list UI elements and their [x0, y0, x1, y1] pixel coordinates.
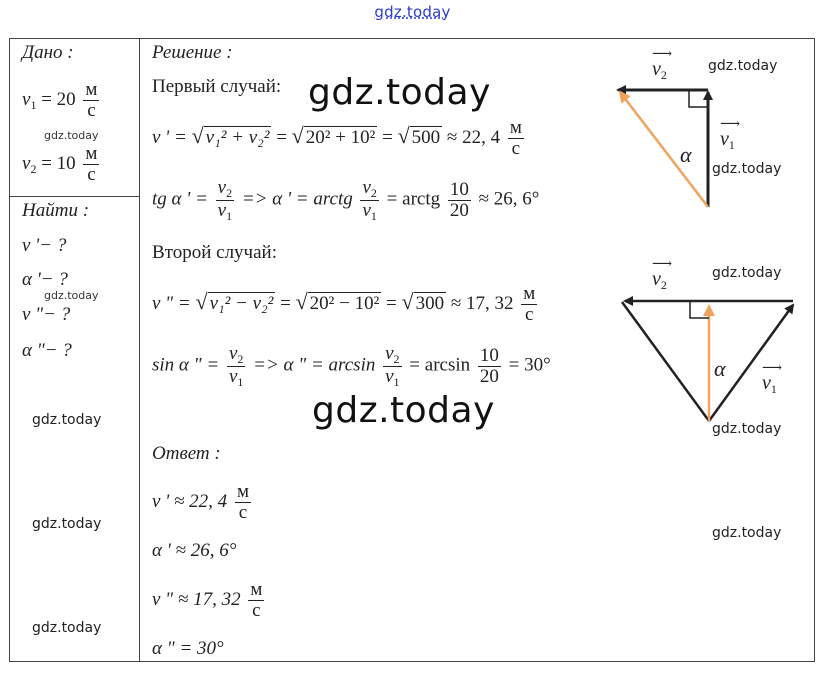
watermark-big-2: gdz.today: [312, 390, 495, 431]
watermark-left-3: gdz.today: [32, 620, 102, 636]
answer-a1: α ' ≈ 26, 6°: [152, 540, 237, 561]
watermark-left-2: gdz.today: [32, 516, 102, 532]
given-v2: $v_2 = 10$ $\frac{м}{с}$: [22, 143, 98, 185]
watermark-right-5: gdz.today: [712, 525, 782, 541]
case2-speed-unit: $\frac{м}{с}$: [523, 283, 536, 325]
find-item-1: v '− ?: [22, 235, 67, 256]
solution-heading: Решение :: [152, 42, 233, 63]
given-v2-unit: $\frac{м}{с}$: [85, 143, 98, 185]
diagram2-right-angle: [690, 301, 709, 318]
diagram2-alpha-label: α: [714, 356, 726, 381]
given-v1-unit: $\frac{м}{с}$: [85, 79, 98, 121]
case1-title: Первый случай:: [152, 76, 282, 97]
diagram1-v1-label: ⟶ $v_1$: [720, 117, 741, 152]
find-item-3: v "− ?: [22, 304, 71, 325]
find-heading: Найти :: [22, 200, 90, 221]
answer-v2: v " ≈ 17, 32 $\frac{м}{с}$: [152, 579, 263, 621]
diagram1-v2-label: ⟶ $v_2$: [652, 47, 673, 82]
watermark-right-1: gdz.today: [708, 58, 778, 74]
watermark-right-4: gdz.today: [712, 421, 782, 437]
answer-v1: v ' ≈ 22, 4 $\frac{м}{с}$: [152, 481, 249, 523]
answer-a2: α " = 30°: [152, 638, 224, 659]
watermark-right-2: gdz.today: [712, 161, 782, 177]
answer-heading: Ответ :: [152, 443, 221, 464]
case1-speed-unit: $\frac{м}{с}$: [509, 117, 522, 159]
case1-angle-formula: tg α ' = $\frac{v_2}{v_1}$ => α ' = arctg $\frac{v_2}{v_1}$ = arctg $\frac{10}{20}$ ≈ 26, 6°: [152, 177, 540, 223]
find-item-2: α '− ?: [22, 269, 68, 290]
diagram2-v1-label: ⟶ $v_1$: [762, 361, 783, 396]
given-v1: $v_1 = 20$ $\frac{м}{с}$: [22, 79, 98, 121]
watermark-right-3: gdz.today: [712, 265, 782, 281]
diagram2-v2-label: ⟶ $v_2$: [652, 257, 673, 292]
find-item-4: α "− ?: [22, 340, 72, 361]
diagram1-alpha-label: α: [680, 142, 692, 167]
case2-title: Второй случай:: [152, 242, 277, 263]
watermark-small-1: gdz.today: [44, 129, 99, 142]
given-heading: Дано :: [22, 42, 74, 63]
site-link[interactable]: gdz.today: [374, 3, 451, 21]
case2-speed-formula: v " = √ v₁² − v₂² = √ 20² − 10² = √ 300 ≈ 17, 32 $\frac{м}{с}$: [152, 283, 536, 325]
watermark-left-1: gdz.today: [32, 412, 102, 428]
diagram2-left-side: [622, 302, 709, 421]
watermark-big-1: gdz.today: [308, 72, 491, 113]
case2-angle-formula: sin α " = $\frac{v_2}{v_1}$ => α " = arcsin $\frac{v_2}{v_1}$ = arcsin $\frac{10}{20}$ = 30°: [152, 343, 551, 389]
watermark-small-2: gdz.today: [44, 289, 99, 302]
case1-speed-formula: v ' = √ v₁² + v₂² = √ 20² + 10² = √ 500 ≈ 22, 4 $\frac{м}{с}$: [152, 117, 522, 159]
